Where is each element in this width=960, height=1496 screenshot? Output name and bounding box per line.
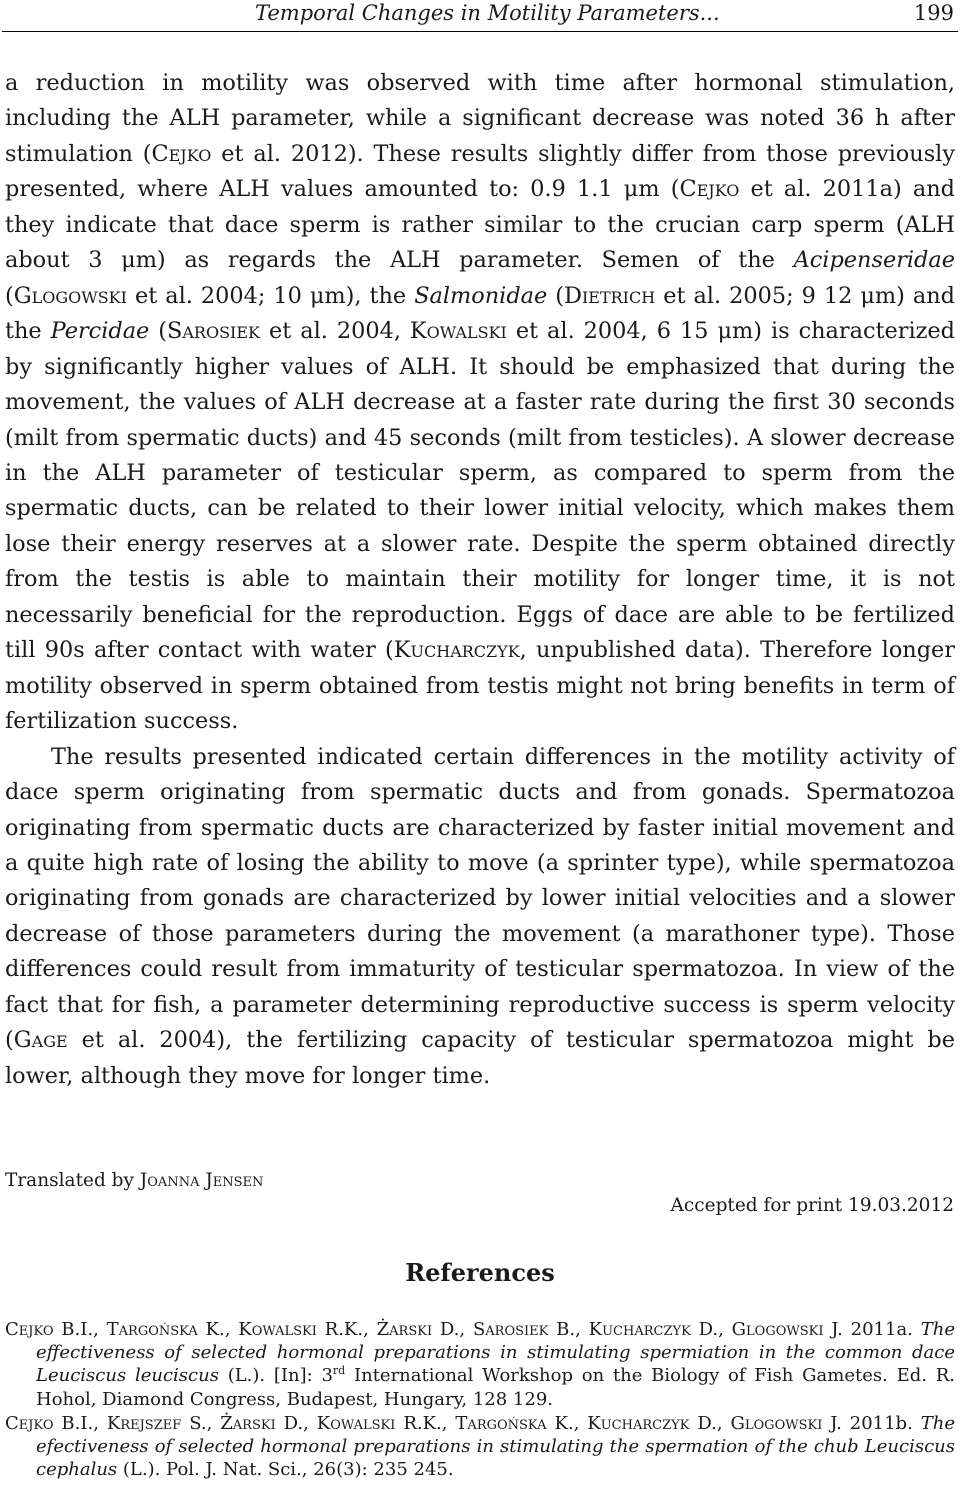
running-title: Temporal Changes in Motility Parameters... [255, 1, 720, 25]
author-name: Cejko [679, 176, 740, 203]
accepted-date: Accepted for print 19.03.2012 [670, 1195, 954, 1216]
text-run: ( [547, 282, 565, 309]
taxon-name: Percidae [50, 318, 150, 345]
text-run: (L.). Pol. J. Nat. Sci., 26(3): 235 245. [117, 1459, 454, 1481]
text-run: et al. 2004), the fertilizing capacity of testicular spermatozoa might be lower, although they move for longer time. [5, 1027, 955, 1089]
text-run: D., [275, 1412, 317, 1434]
text-run: J. 2011b. [822, 1412, 921, 1434]
text-run: J. 2011a. [823, 1319, 921, 1340]
references-heading: References [405, 1258, 555, 1287]
author-name: Glogowski [13, 282, 127, 309]
taxon-name: Salmonidae [414, 282, 548, 309]
text-run: D., [689, 1412, 731, 1434]
text-run: R.K., [395, 1412, 456, 1434]
author-name: Cejko [151, 140, 212, 167]
text-run: R.K., [316, 1319, 377, 1340]
author-name: Cejko [5, 1412, 54, 1434]
text-run: et al. 2004, [260, 318, 410, 345]
author-name: Targońska [455, 1412, 547, 1434]
author-name: Sarosiek [167, 318, 261, 345]
paragraph-1 [5, 66, 955, 740]
author-name: Żarski [220, 1412, 276, 1434]
text-run: D., [690, 1319, 732, 1340]
text-run: , unpublished data). Therefore longer motility observed in sperm obtained from testis might not bring benefits in term of fertilization success. [5, 637, 956, 735]
reference-item [5, 1412, 955, 1482]
translator-name: Joanna Jensen [139, 1170, 264, 1191]
text-run: K., [546, 1412, 588, 1434]
text-run: K., [197, 1319, 239, 1340]
author-name: Cejko [5, 1319, 54, 1340]
text-run: B.I., [53, 1412, 107, 1434]
text-run: ( [5, 282, 14, 309]
author-name: Kowalski [238, 1319, 317, 1340]
page-number: 199 [913, 1, 954, 25]
author-name: Krejszef [106, 1412, 182, 1434]
author-name: Dietrich [564, 282, 656, 309]
author-name: Sarosiek [472, 1319, 549, 1340]
translator-credit [5, 1170, 263, 1191]
reference-title: The efectiveness of selected hormonal preparations in stimulating the spermation of the chub Leuciscus cephalus [36, 1412, 955, 1481]
author-name: Kucharczyk [393, 637, 520, 664]
author-name: Żarski [376, 1319, 433, 1340]
header-rule [2, 31, 958, 32]
text-run: et al. 2012). These results slightly differ from those previously presented, where ALH values amounted to: 0.9 1.1 μm ( [5, 140, 955, 203]
author-name: Gage [13, 1027, 68, 1054]
body-text [5, 66, 955, 1094]
text-run: B., [548, 1319, 589, 1340]
text-run: et al. 2005; 9 12 μm) and the [5, 282, 955, 345]
text-run: The results presented indicated certain differences in the motility activity of dace sperm originating from spermatic ducts and from gonads. Spermatozoa originating from spermatic ducts are characterized by faster initial movement and a quite high rate of losing the ability to move (a sprinter type), while spermatozoa originating from gonads are characterized by lower initial velocities and a slower decrease of those parameters during the movement (a marathoner type). Those differences could result from immaturity of testicular spermatozoa. In view of the fact that for fish, a parameter determining reproductive success is sperm velocity ( [5, 743, 955, 1054]
ordinal-suffix: rd [332, 1364, 346, 1378]
author-name: Glogowski [731, 1319, 824, 1340]
author-name: Targońska [106, 1319, 198, 1340]
page-header [0, 0, 960, 28]
text-run: D., [432, 1319, 473, 1340]
author-name: Glogowski [730, 1412, 823, 1434]
text-run: et al. 2004, 6 15 μm) is characterized by significantly higher values of ALH. It should be emphasized that during the movement, the values of ALH decrease at a faster rate during the first 30 seconds (milt from spermatic ducts) and 45 seconds (milt from testicles). A slower decrease in the ALH parameter of testicular sperm, as compared to sperm from the spermatic ducts, can be related to their lower initial velocity, which makes them lose their energy reserves at a slower rate. Despite the sperm obtained directly from the testis is able to maintain their motility for longer time, it is not necessarily beneficial for the reproduction. Eggs of dace are able to be fertilized till 90s after contact with water ( [5, 318, 955, 664]
text-run: et al. 2011a) and they indicate that dace sperm is rather similar to the crucian carp sperm (ALH about 3 μm) as regards the ALH parameter. Semen of the [5, 176, 956, 274]
reference-item [5, 1318, 955, 1411]
text-run: B.I., [53, 1319, 107, 1340]
taxon-name: Acipenseridae [793, 247, 955, 274]
text-run: S., [181, 1412, 221, 1434]
text-run: et al. 2004; 10 μm), the [126, 282, 415, 309]
author-name: Kowalski [409, 318, 507, 345]
author-name: Kucharczyk [588, 1319, 691, 1340]
text-run: International Workshop on the Biology of Fish Gametes. Ed. R. Hohol, Diamond Congress, Budapest, Hungary, 128 129. [36, 1365, 955, 1410]
text-run: (L.). [In]: 3 [218, 1365, 333, 1387]
paragraph-2 [5, 740, 955, 1095]
author-name: Kucharczyk [587, 1412, 690, 1434]
author-name: Kowalski [316, 1412, 396, 1434]
translator-prefix: Translated by [5, 1170, 140, 1191]
text-run: ( [149, 318, 168, 345]
text-run: a reduction in motility was observed with time after hormonal stimulation, including the ALH parameter, while a significant decrease was noted 36 h after stimulation ( [5, 70, 955, 167]
references-list [5, 1318, 955, 1482]
reference-title: The effectiveness of selected hormonal preparations in stimulating spermiation in the common dace Leuciscus leuciscus [36, 1319, 955, 1387]
